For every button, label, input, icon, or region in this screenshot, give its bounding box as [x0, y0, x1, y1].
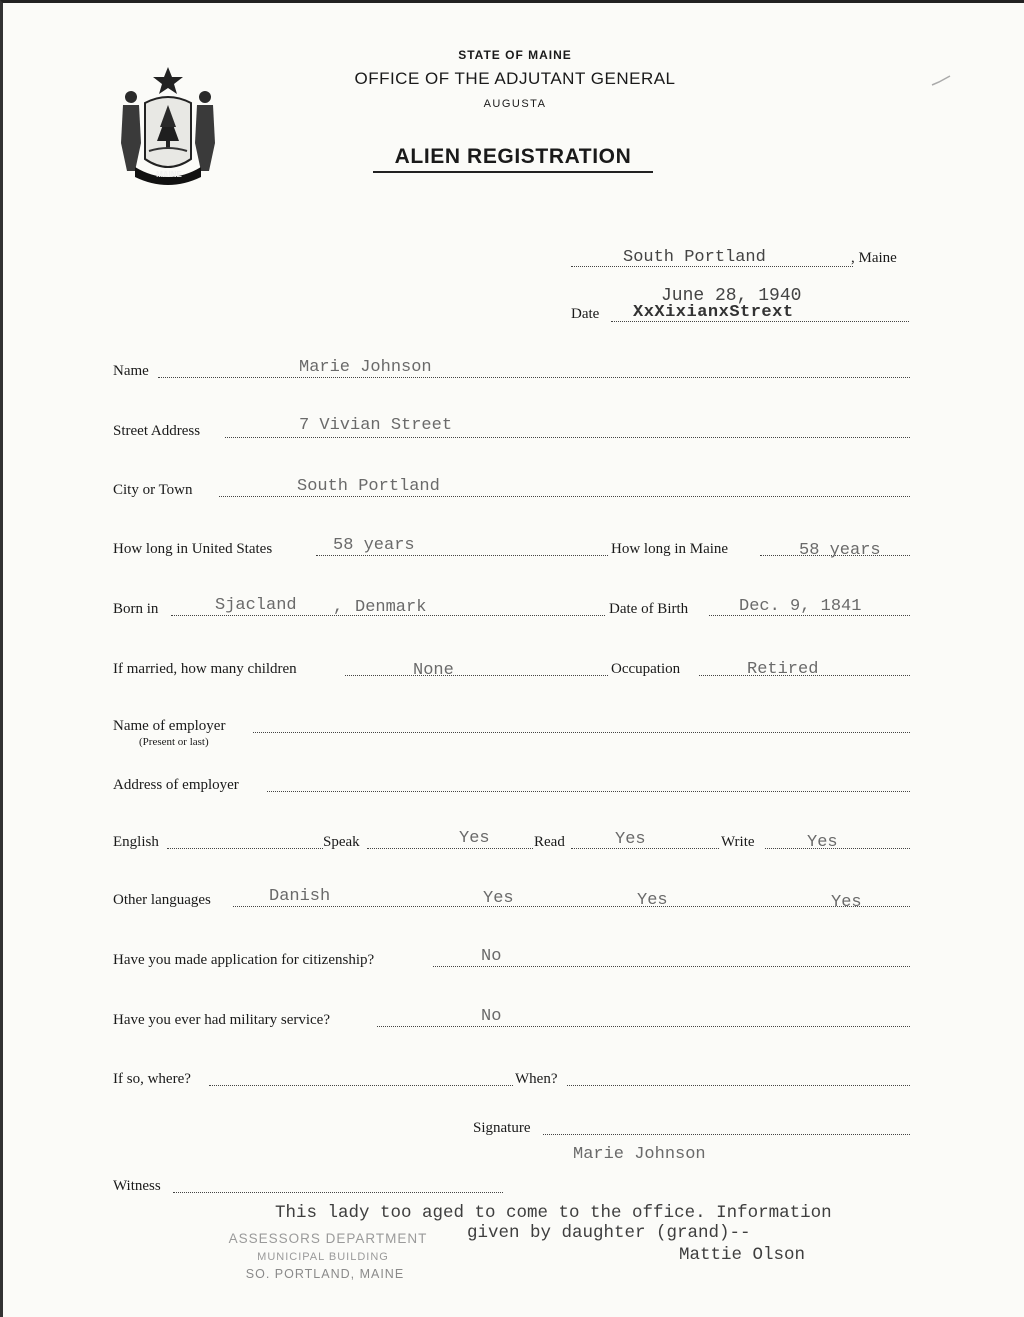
- born-in-country: Denmark: [355, 598, 427, 617]
- street-value: 7 Vivian Street: [299, 416, 453, 435]
- city-label: City or Town: [113, 482, 193, 498]
- read-label: Read: [534, 834, 565, 850]
- english-write-value: Yes: [807, 833, 838, 852]
- english-speak-value: Yes: [459, 829, 490, 848]
- name-value: Marie Johnson: [299, 358, 432, 377]
- witness-label: Witness: [113, 1178, 161, 1194]
- city-value: South Portland: [297, 477, 440, 496]
- how-long-maine-label: How long in Maine: [611, 541, 729, 557]
- how-long-maine-value: 58 years: [799, 541, 881, 560]
- date-struck-text: XxXixianxStrext: [633, 303, 794, 322]
- signature-value: Marie Johnson: [573, 1145, 706, 1164]
- stamp-line-3: SO. PORTLAND, MAINE: [245, 1267, 405, 1281]
- occupation-value: Retired: [747, 660, 819, 679]
- header-office: OFFICE OF THE ADJUTANT GENERAL: [354, 69, 676, 88]
- street-label: Street Address: [113, 423, 201, 439]
- english-read-value: Yes: [615, 830, 646, 849]
- stamp-line-1: ASSESSORS DEPARTMENT: [228, 1231, 428, 1246]
- speak-label: Speak: [323, 834, 360, 850]
- other-languages-label: Other languages: [113, 892, 211, 908]
- employer-name-sublabel: (Present or last): [139, 736, 209, 748]
- military-value: No: [481, 1007, 502, 1026]
- signature-label: Signature: [473, 1120, 531, 1136]
- seal-banner-text: MAINE: [156, 170, 182, 179]
- occupation-label: Occupation: [611, 661, 681, 677]
- how-long-us-label: How long in United States: [113, 541, 273, 557]
- other-read-value: Yes: [637, 891, 668, 910]
- place-state-label: , Maine: [851, 250, 897, 266]
- military-label: Have you ever had military service?: [113, 1012, 330, 1028]
- born-in-label: Born in: [113, 601, 159, 617]
- stamp-line-2: MUNICIPAL BUILDING: [257, 1251, 389, 1263]
- note-line-1: This lady too aged to come to the office. Information: [275, 1203, 832, 1223]
- other-language-value: Danish: [269, 887, 331, 906]
- employer-name-label: Name of employer: [113, 718, 226, 734]
- citizenship-label: Have you made application for citizenship?: [113, 952, 375, 968]
- date-label: Date: [571, 306, 600, 322]
- place-town: South Portland: [623, 248, 766, 267]
- other-write-value: Yes: [831, 893, 862, 912]
- where-label: If so, where?: [113, 1071, 191, 1087]
- employer-address-label: Address of employer: [113, 777, 239, 793]
- born-in-place: Sjacland: [215, 596, 297, 615]
- header-city: AUGUSTA: [483, 98, 547, 110]
- write-label: Write: [721, 834, 755, 850]
- form-title: ALIEN REGISTRATION: [373, 145, 653, 173]
- check-mark-icon: [931, 75, 951, 87]
- children-label: If married, how many children: [113, 661, 297, 677]
- born-in-separator: ,: [333, 598, 344, 617]
- date-typed: June 28, 1940: [661, 286, 802, 306]
- english-label: English: [113, 834, 159, 850]
- other-speak-value: Yes: [483, 889, 514, 908]
- header-state: STATE OF MAINE: [458, 48, 572, 62]
- when-label: When?: [515, 1071, 558, 1087]
- note-line-3: Mattie Olson: [679, 1245, 806, 1265]
- name-label: Name: [113, 363, 149, 379]
- dob-label: Date of Birth: [609, 601, 689, 617]
- dob-value: Dec. 9, 1841: [739, 597, 862, 616]
- how-long-us-value: 58 years: [333, 536, 415, 555]
- note-line-2: given by daughter (grand)--: [467, 1223, 751, 1243]
- citizenship-value: No: [481, 947, 502, 966]
- children-value: None: [413, 661, 454, 680]
